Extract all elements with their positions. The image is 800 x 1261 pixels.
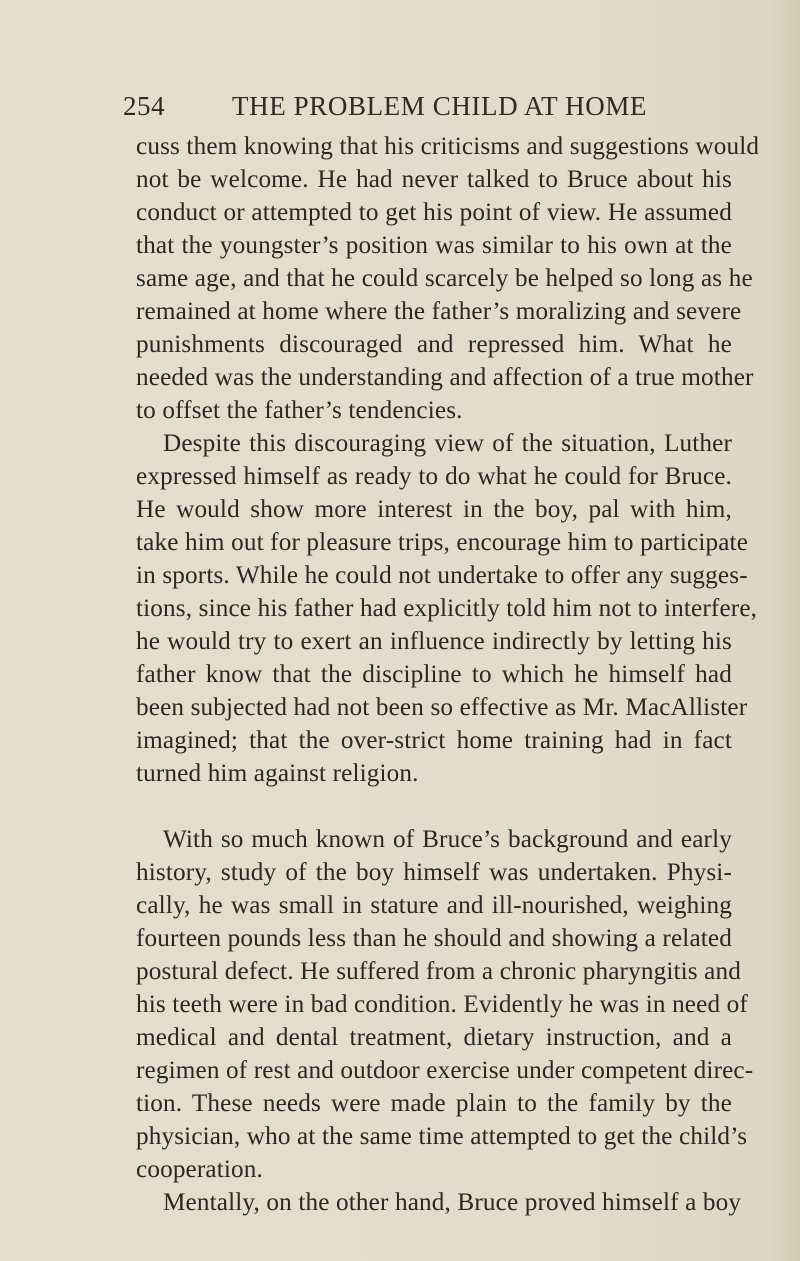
text-line: postural defect. He suffered from a chronic pharyngitis and xyxy=(136,958,741,985)
paragraph-first-line: With so much known of Bruce’s background and early xyxy=(163,826,732,853)
text-line: tions, since his father had explicitly told him not to interfere, xyxy=(136,595,758,622)
page-header xyxy=(123,88,732,124)
text-line: his teeth were in bad condition. Evidently he was in need of xyxy=(136,991,748,1018)
text-line: cuss them knowing that his criticisms and suggestions would xyxy=(136,133,760,160)
text-line: turned him against religion. xyxy=(136,760,419,787)
text-line: been subjected had not been so effective as Mr. MacAllister xyxy=(136,694,748,721)
paragraph-first-line: Despite this discouraging view of the situation, Luther xyxy=(163,430,732,457)
page-number: 254 xyxy=(123,91,165,121)
text-line: cooperation. xyxy=(136,1156,263,1183)
text-line: not be welcome. He had never talked to Bruce about his xyxy=(136,166,732,193)
text-line: that the youngster’s position was similar to his own at the xyxy=(136,232,732,259)
text-line: history, study of the boy himself was undertaken. Physi- xyxy=(136,859,732,886)
paragraph-first-line: Mentally, on the other hand, Bruce proved himself a boy xyxy=(163,1189,742,1216)
text-line: conduct or attempted to get his point of view. He assumed xyxy=(136,199,732,226)
text-line: he would try to exert an influence indirectly by letting his xyxy=(136,628,732,655)
text-line: punishments discouraged and repressed him. What he xyxy=(136,331,732,358)
text-line: needed was the understanding and affection of a true mother xyxy=(136,364,754,391)
text-line: cally, he was small in stature and ill-nourished, weighing xyxy=(136,892,732,919)
text-line: He would show more interest in the boy, pal with him, xyxy=(136,496,732,523)
text-line: expressed himself as ready to do what he could for Bruce. xyxy=(136,463,732,490)
text-line: in sports. While he could not undertake to offer any sugges- xyxy=(136,562,748,589)
text-line: medical and dental treatment, dietary instruction, and a xyxy=(136,1024,732,1051)
text-line: fourteen pounds less than he should and showing a related xyxy=(136,925,732,952)
text-line: to offset the father’s tendencies. xyxy=(136,397,463,424)
text-line: physician, who at the same time attempted to get the child’s xyxy=(136,1123,748,1150)
text-line: same age, and that he could scarcely be helped so long as he xyxy=(136,265,753,292)
text-line: regimen of rest and outdoor exercise under competent direc- xyxy=(136,1057,754,1084)
text-line: remained at home where the father’s moralizing and severe xyxy=(136,298,742,325)
text-line: take him out for pleasure trips, encourage him to participate xyxy=(136,529,749,556)
text-line: tion. These needs were made plain to the family by the xyxy=(136,1090,732,1117)
text-line: imagined; that the over-strict home training had in fact xyxy=(136,727,732,754)
running-head: THE PROBLEM CHILD AT HOME xyxy=(232,91,648,121)
text-line: father know that the discipline to which he himself had xyxy=(136,661,732,688)
